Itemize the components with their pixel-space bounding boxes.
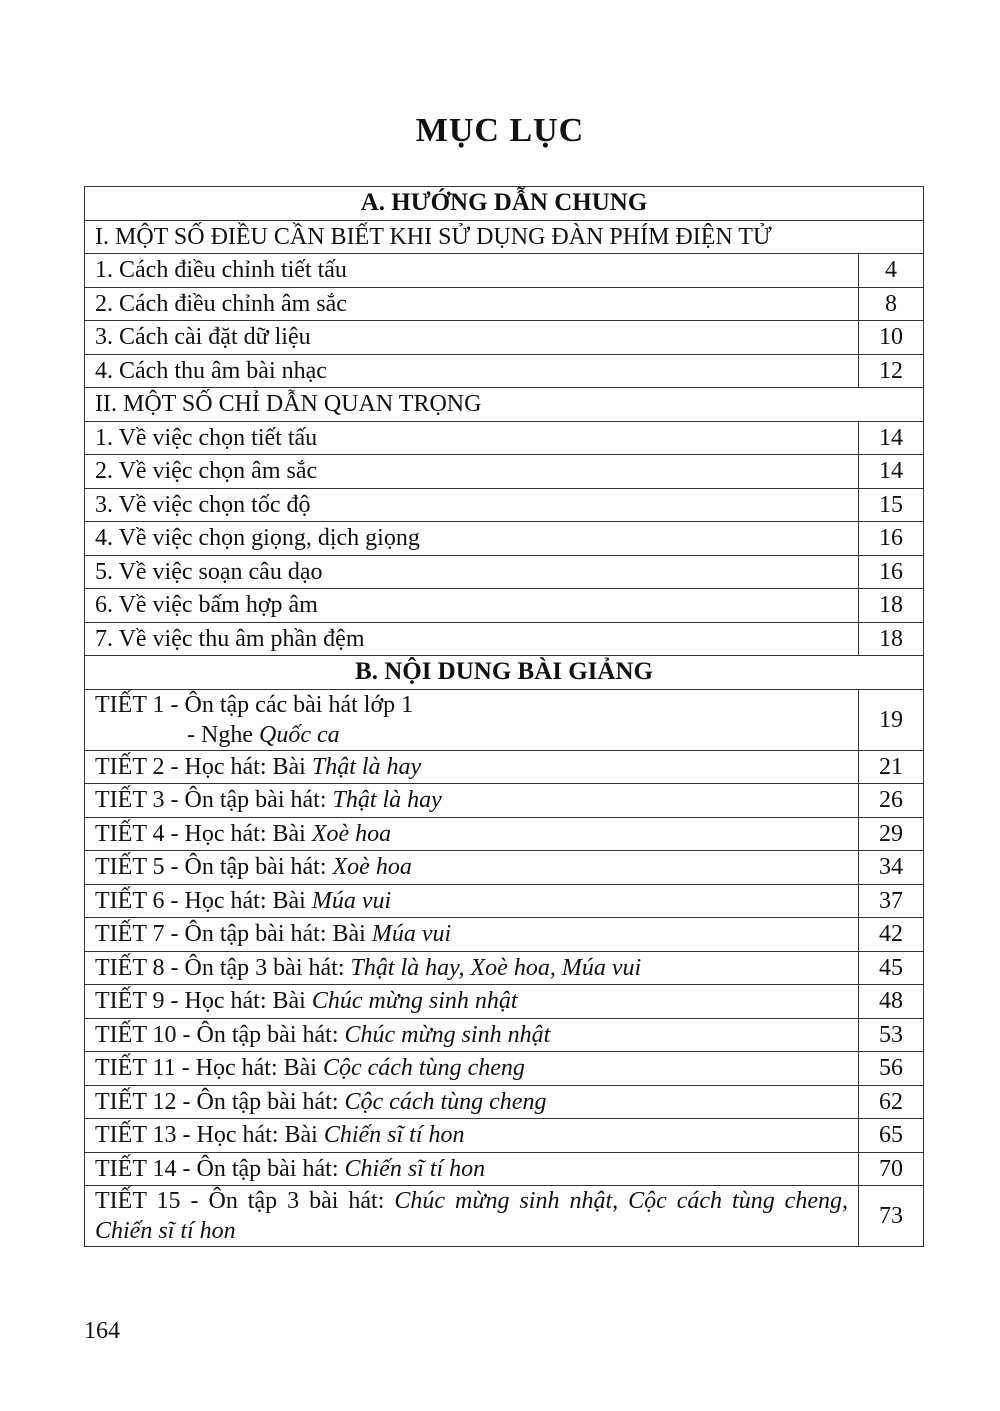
toc-entry-page: 48 xyxy=(859,985,924,1019)
toc-entry-page: 15 xyxy=(859,488,924,522)
toc-entry-label: 2. Cách điều chỉnh âm sắc xyxy=(85,287,859,321)
toc-row xyxy=(85,784,924,818)
toc-row xyxy=(85,354,924,388)
lesson-title: TIẾT 15 - Ôn tập 3 bài hát: xyxy=(95,1188,395,1214)
lesson-song-title: Thật là hay xyxy=(311,753,422,780)
page-number: 164 xyxy=(84,1318,120,1344)
toc-entry-page: 18 xyxy=(859,589,924,623)
toc-entry-page: 34 xyxy=(859,851,924,885)
toc-row xyxy=(85,918,924,952)
lesson-title: TIẾT 4 - Học hát: Bài xyxy=(95,820,312,847)
toc-entry-page: 8 xyxy=(859,287,924,321)
lesson-entry-label xyxy=(85,750,859,784)
toc-entry-page: 10 xyxy=(859,321,924,355)
lesson-entry-label xyxy=(85,817,859,851)
lesson-title: TIẾT 1 - Ôn tập các bài hát lớp 1 xyxy=(95,691,414,718)
lesson-title: TIẾT 6 - Học hát: Bài xyxy=(95,887,312,914)
toc-row xyxy=(85,321,924,355)
page-title: MỤC LỤC xyxy=(415,112,585,149)
lesson-title: TIẾT 12 - Ôn tập bài hát: xyxy=(95,1088,345,1115)
lesson-entry-label xyxy=(85,951,859,985)
toc-entry-page: 16 xyxy=(859,522,924,556)
lesson-title: TIẾT 5 - Ôn tập bài hát: xyxy=(95,854,333,881)
toc-entry-page: 53 xyxy=(859,1018,924,1052)
toc-entry-page: 16 xyxy=(859,555,924,589)
section-b-heading: B. NỘI DUNG BÀI GIẢNG xyxy=(85,656,924,690)
section-a-heading-row xyxy=(85,187,924,221)
section-a-heading: A. HƯỚNG DẪN CHUNG xyxy=(85,187,924,221)
toc-entry-page: 42 xyxy=(859,918,924,952)
toc-entry-label: 3. Về việc chọn tốc độ xyxy=(85,488,859,522)
toc-entry-page: 18 xyxy=(859,622,924,656)
toc-entry-label: 1. Cách điều chỉnh tiết tấu xyxy=(85,254,859,288)
toc-row xyxy=(85,985,924,1019)
section-b-heading-row xyxy=(85,656,924,690)
lesson-song-title: Chúc mừng sinh nhật, Cộc cách tùng cheng, Chiến sĩ tí hon xyxy=(95,1188,848,1244)
toc-row xyxy=(85,817,924,851)
lesson-entry-label xyxy=(85,1018,859,1052)
lesson-title: TIẾT 3 - Ôn tập bài hát: xyxy=(95,787,333,814)
lesson-title: TIẾT 9 - Học hát: Bài xyxy=(95,988,312,1015)
toc-entry-label: 7. Về việc thu âm phần đệm xyxy=(85,622,859,656)
toc-entry-page: 14 xyxy=(859,421,924,455)
toc-entry-label: 2. Về việc chọn âm sắc xyxy=(85,455,859,489)
group-heading-row xyxy=(85,220,924,254)
toc-row xyxy=(85,951,924,985)
lesson-title: TIẾT 13 - Học hát: Bài xyxy=(95,1122,324,1149)
lesson-entry-label xyxy=(85,1052,859,1086)
lesson-title: TIẾT 8 - Ôn tập 3 bài hát: xyxy=(95,954,351,981)
toc-entry-page: 4 xyxy=(859,254,924,288)
toc-entry-page: 73 xyxy=(859,1186,924,1247)
toc-row xyxy=(85,1186,924,1247)
toc-row xyxy=(85,750,924,784)
toc-row xyxy=(85,1152,924,1186)
toc-entry-page: 29 xyxy=(859,817,924,851)
toc-entry-page: 14 xyxy=(859,455,924,489)
lesson-song-title: Xoè hoa xyxy=(311,820,392,847)
toc-row xyxy=(85,455,924,489)
lesson-entry-label xyxy=(85,1119,859,1153)
lesson-song-title: Chiến sĩ tí hon xyxy=(344,1155,486,1182)
toc-entry-page: 62 xyxy=(859,1085,924,1119)
lesson-title: TIẾT 10 - Ôn tập bài hát: xyxy=(95,1021,345,1048)
toc-row xyxy=(85,622,924,656)
lesson-title: TIẾT 11 - Học hát: Bài xyxy=(95,1055,323,1082)
toc-entry-page: 21 xyxy=(859,750,924,784)
toc-row xyxy=(85,254,924,288)
lesson-song-title: Thật là hay xyxy=(332,787,442,814)
toc-row xyxy=(85,1052,924,1086)
toc-entry-label: 4. Về việc chọn giọng, dịch giọng xyxy=(85,522,859,556)
lesson-song-title: Cộc cách tùng cheng xyxy=(344,1088,547,1115)
toc-row xyxy=(85,1085,924,1119)
lesson-entry-label xyxy=(85,784,859,818)
toc-row xyxy=(85,421,924,455)
lesson-entry-label xyxy=(85,884,859,918)
lesson-entry-label xyxy=(85,1186,859,1247)
toc-entry-label: 1. Về việc chọn tiết tấu xyxy=(85,421,859,455)
toc-row xyxy=(85,689,924,750)
toc-row xyxy=(85,851,924,885)
toc-row xyxy=(85,884,924,918)
lesson-song-title: Múa vui xyxy=(371,921,452,948)
toc-row xyxy=(85,287,924,321)
toc-entry-page: 12 xyxy=(859,354,924,388)
lesson-song-title: Chiến sĩ tí hon xyxy=(323,1122,465,1149)
toc-row xyxy=(85,522,924,556)
toc-table xyxy=(84,186,924,1247)
lesson-song-title: Xoè hoa xyxy=(332,854,412,881)
toc-entry-page: 65 xyxy=(859,1119,924,1153)
lesson-song-title: Chúc mừng sinh nhật xyxy=(311,988,518,1015)
group-heading: II. MỘT SỐ CHỈ DẪN QUAN TRỌNG xyxy=(85,388,924,422)
lesson-entry-label xyxy=(85,851,859,885)
toc-entry-page: 56 xyxy=(859,1052,924,1086)
toc-row xyxy=(85,1119,924,1153)
lesson-title: TIẾT 14 - Ôn tập bài hát: xyxy=(95,1155,345,1182)
toc-entry-page: 45 xyxy=(859,951,924,985)
lesson-title: TIẾT 7 - Ôn tập bài hát: Bài xyxy=(95,921,372,948)
toc-entry-page: 26 xyxy=(859,784,924,818)
lesson-song-title: Quốc ca xyxy=(258,721,340,748)
toc-entry-label: 6. Về việc bấm hợp âm xyxy=(85,589,859,623)
group-heading-row xyxy=(85,388,924,422)
toc-entry-label: 3. Cách cài đặt dữ liệu xyxy=(85,321,859,355)
toc-entry-label: 5. Về việc soạn câu dạo xyxy=(85,555,859,589)
lesson-entry-label xyxy=(85,689,859,750)
lesson-subline-prefix: - Nghe xyxy=(187,721,259,748)
lesson-subline xyxy=(95,720,848,750)
lesson-entry-label xyxy=(85,918,859,952)
toc-entry-page: 70 xyxy=(859,1152,924,1186)
toc-row xyxy=(85,555,924,589)
toc-entry-page: 37 xyxy=(859,884,924,918)
lesson-song-title: Cộc cách tùng cheng xyxy=(322,1055,525,1082)
lesson-entry-label xyxy=(85,1152,859,1186)
toc-entry-page: 19 xyxy=(859,689,924,750)
lesson-song-title: Chúc mừng sinh nhật xyxy=(344,1021,551,1048)
toc-row xyxy=(85,488,924,522)
lesson-entry-label xyxy=(85,985,859,1019)
toc-entry-label: 4. Cách thu âm bài nhạc xyxy=(85,354,859,388)
group-heading: I. MỘT SỐ ĐIỀU CẦN BIẾT KHI SỬ DỤNG ĐÀN PHÍM ĐIỆN TỬ xyxy=(85,220,924,254)
lesson-song-title: Thật là hay, Xoè hoa, Múa vui xyxy=(350,954,642,981)
lesson-entry-label xyxy=(85,1085,859,1119)
toc-row xyxy=(85,1018,924,1052)
toc-row xyxy=(85,589,924,623)
lesson-title: TIẾT 2 - Học hát: Bài xyxy=(95,753,312,780)
lesson-song-title: Múa vui xyxy=(311,887,392,914)
